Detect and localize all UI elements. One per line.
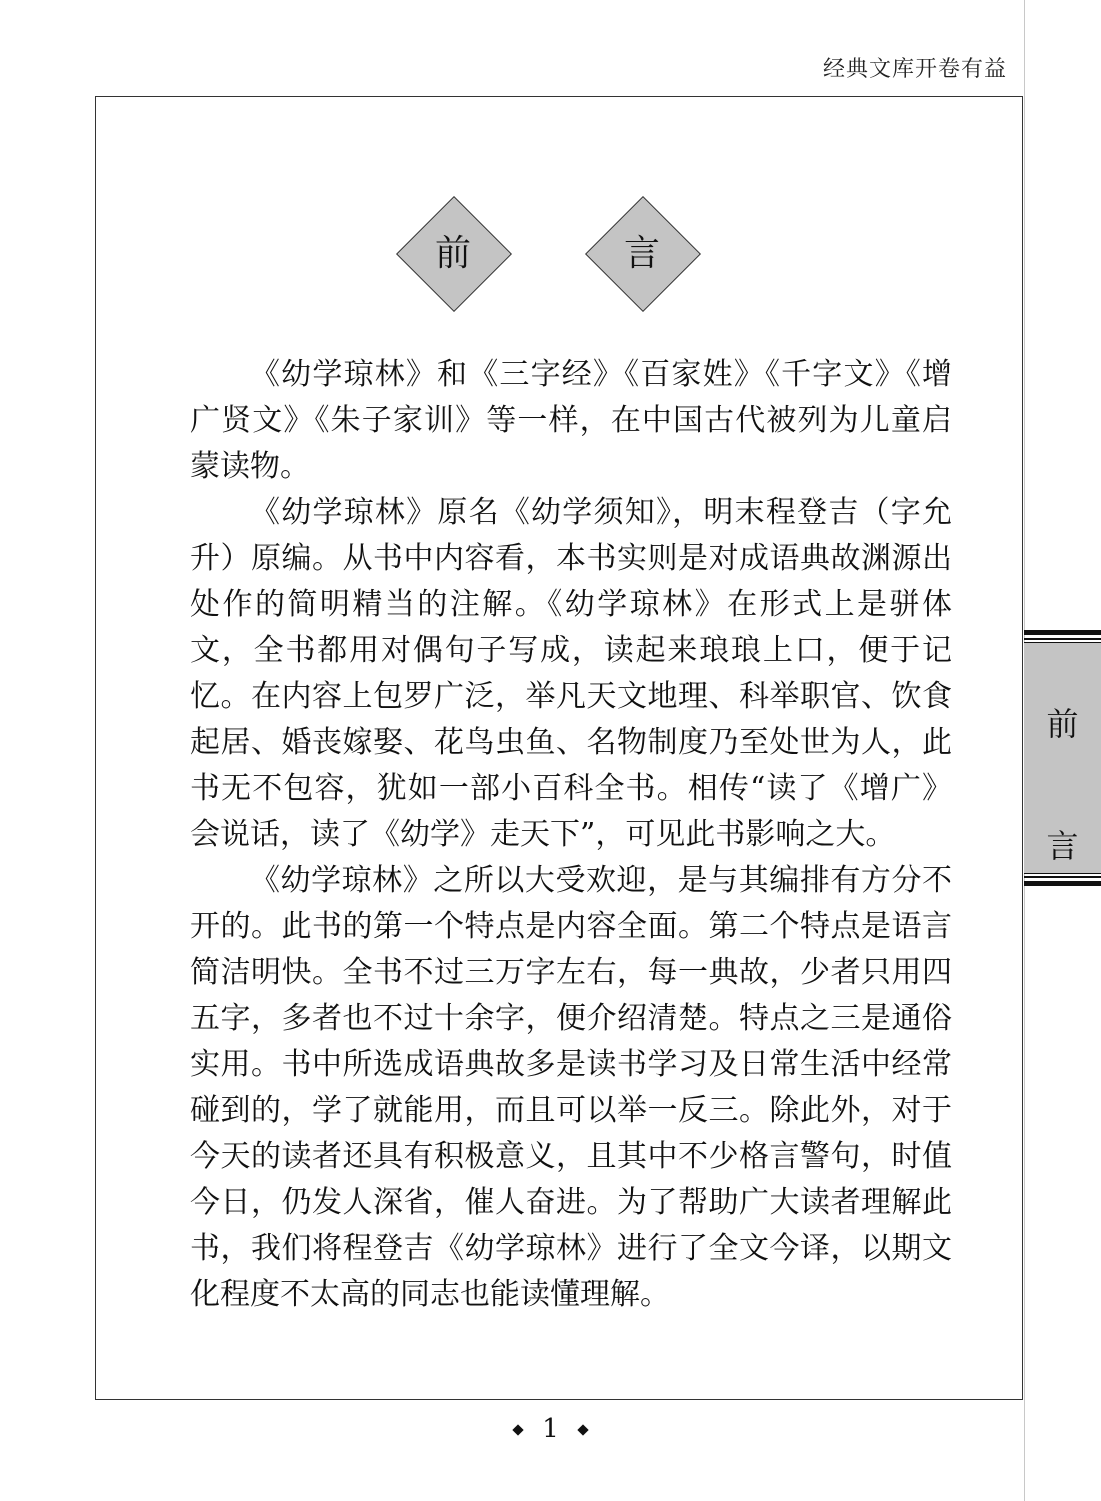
- diamond-bullet-icon: [513, 1424, 524, 1435]
- tab-bottom-rule-thick: [1024, 881, 1101, 886]
- tab-char-1: 前: [1046, 705, 1079, 743]
- title-char-2: 言: [623, 233, 660, 274]
- running-header: 经典文库开卷有益: [822, 57, 1007, 82]
- page-number: 1: [542, 1414, 559, 1444]
- tab-top-rule-thick: [1024, 630, 1101, 635]
- paragraph-2: 《幼学琼林》原名《幼学须知》，明末程登吉（字允升）原编。从书中内容看，本书实则是对成语典故渊源出处作的简明精当的注解。《幼学琼林》在形式上是骈体文，全书都用对偶句子写成，读起来琅琅上口，便于记忆。在内容上包罗广泛，举凡天文地理、科举职官、饮食起居、婚丧嫁娶、花鸟虫鱼、名物制度乃至处世为人，此书无不包容，犹如一部小百科全书。相传“读了《增广》会说话，读了《幼学》走天下”，可见此书影响之大。: [190, 495, 952, 852]
- tab-bottom-rule-thin: [1024, 876, 1101, 878]
- title-char-1: 前: [434, 233, 471, 274]
- page-footer: [0, 1414, 1101, 1444]
- preface-body: [190, 352, 952, 1318]
- tab-top-rule-thin: [1024, 638, 1101, 640]
- diamond-bullet-icon: [577, 1424, 588, 1435]
- paragraph-1: 《幼学琼林》和《三字经》《百家姓》《千字文》《增广贤文》《朱子家训》等一样，在中国古代被列为儿童启蒙读物。: [190, 357, 952, 484]
- tab-char-2: 言: [1046, 827, 1079, 865]
- section-side-tab: [1024, 630, 1101, 886]
- paragraph-3: 《幼学琼林》之所以大受欢迎，是与其编排有方分不开的。此书的第一个特点是内容全面。第二个特点是语言简洁明快。全书不过三万字左右，每一典故，少者只用四五字，多者也不过十余字，便介绍清楚。特点之三是通俗实用。书中所选成语典故多是读书学习及日常生活中经常碰到的，学了就能用，而且可以举一反三。除此外，对于今天的读者还具有积极意义，且其中不少格言警句，时值今日，仍发人深省，催人奋进。为了帮助广大读者理解此书，我们将程登吉《幼学琼林》进行了全文今译，以期文化程度不太高的同志也能读懂理解。: [190, 863, 952, 1312]
- tab-box: [1024, 642, 1101, 874]
